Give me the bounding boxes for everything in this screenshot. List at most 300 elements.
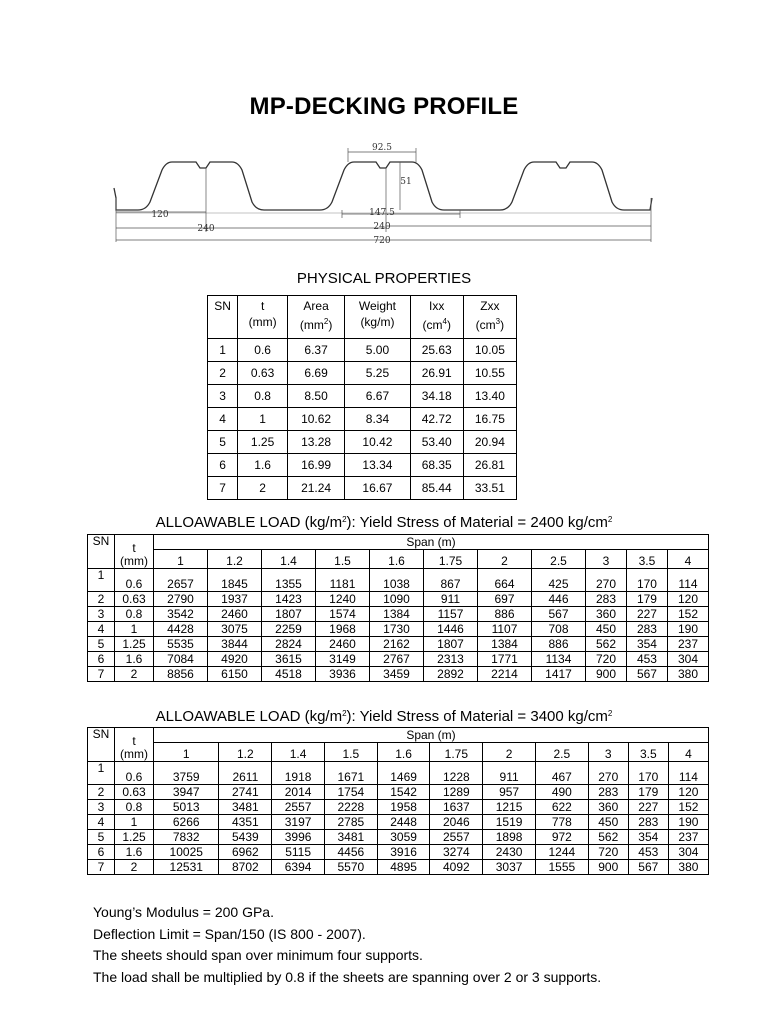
table-cell: 2228 [324,800,377,815]
table-cell: 3 [88,607,115,622]
table-row [88,652,709,667]
table-cell: 2313 [424,652,478,667]
table-cell: 1807 [262,607,316,622]
col-ixx: Ixx $(cm^4)$ [410,296,463,339]
table-cell: 867 [424,569,478,592]
span-header-cell: 2 [478,550,532,569]
span-header-cell: 1.6 [370,550,424,569]
table-cell: 720 [586,652,627,667]
table-cell: 2557 [272,800,325,815]
dim-pitch-left: 240 [197,224,215,234]
table-cell: 6962 [219,845,272,860]
table-cell: 2824 [262,637,316,652]
table-cell: 152 [668,800,708,815]
table-cell: 5.00 [345,339,410,362]
table-cell: 1469 [377,762,430,785]
table-cell: 33.51 [463,477,516,500]
physical-properties-title: PHYSICAL PROPERTIES [296,270,472,287]
table-cell: 886 [532,637,586,652]
table-cell: 1.25 [238,431,288,454]
table-cell: 562 [586,637,627,652]
table-cell: 5115 [272,845,325,860]
table-row [208,339,517,362]
table-cell: 3037 [483,860,536,875]
table-cell: 886 [478,607,532,622]
table-cell: 0.8 [238,385,288,408]
table-cell: 1289 [430,785,483,800]
table-cell: 1107 [478,622,532,637]
col-weight: Weight (kg/m) [345,296,410,339]
table-cell: 1423 [262,592,316,607]
table-cell: 467 [535,762,588,785]
table-row [88,815,709,830]
table-cell: 1918 [272,762,325,785]
table-cell: 304 [667,652,708,667]
table-cell: 446 [532,592,586,607]
table-row [88,569,709,592]
span-header-cell: 1 [154,743,219,762]
table-cell: 1228 [430,762,483,785]
span-header-cell: 1.5 [316,550,370,569]
table-cell: 354 [628,830,668,845]
table-cell: 8702 [219,860,272,875]
table-cell: 16.67 [345,477,410,500]
table-cell: 4456 [324,845,377,860]
dim-pitch-right: 240 [373,222,391,232]
table-cell: 3759 [154,762,219,785]
table-cell: 0.6 [115,569,154,592]
table-row [208,431,517,454]
table-cell: 170 [628,762,668,785]
table-cell: 1671 [324,762,377,785]
table-cell: 4895 [377,860,430,875]
dim-top-width: 92.5 [371,143,393,153]
table-cell: 567 [626,667,667,682]
table-row [208,385,517,408]
dim-depth: 51 [400,177,412,187]
span-header-cell: 4 [668,743,708,762]
table-cell: 4920 [208,652,262,667]
profile-outline [114,162,652,210]
table-cell: 425 [532,569,586,592]
table-cell: 1 [88,762,115,785]
table-cell: 1771 [478,652,532,667]
table-cell: 237 [667,637,708,652]
span-header-cell: 1.5 [324,743,377,762]
table-cell: 450 [588,815,628,830]
table-cell: 21.24 [287,477,344,500]
table-cell: 1355 [262,569,316,592]
span-header-cell: 1.4 [272,743,325,762]
table-cell: 4428 [154,622,208,637]
table-cell: 957 [483,785,536,800]
table-cell: 2448 [377,815,430,830]
table-cell: 697 [478,592,532,607]
table-cell: 3481 [324,830,377,845]
table-cell: 1542 [377,785,430,800]
table-cell: 1.25 [115,637,154,652]
table-cell: 0.63 [238,362,288,385]
col-t: t (mm) [115,535,154,569]
table-cell: 2 [88,592,115,607]
table-cell: 622 [535,800,588,815]
table-cell: 1038 [370,569,424,592]
table-row [208,408,517,431]
table-cell: 708 [532,622,586,637]
table-cell: 2046 [430,815,483,830]
table-cell: 1 [88,569,115,592]
table-cell: 2 [115,860,154,875]
col-sn: SN [88,535,115,569]
table-cell: 911 [424,592,478,607]
table-cell: 6394 [272,860,325,875]
table-cell: 6266 [154,815,219,830]
table-cell: 283 [586,592,627,607]
table-cell: 4351 [219,815,272,830]
table-cell: 4 [88,815,115,830]
table-cell: 0.6 [115,762,154,785]
table-cell: 8.34 [345,408,410,431]
table-row [88,800,709,815]
table-cell: 2014 [272,785,325,800]
table-cell: 170 [626,569,667,592]
col-t: t (mm) [115,728,154,762]
span-header-cell: 3.5 [628,743,668,762]
table-cell: 1.25 [115,830,154,845]
note-line: Deflection Limit = Span/150 (IS 800 - 2007). [93,925,366,942]
table-cell: 3996 [272,830,325,845]
load-table-2-title: ALLOAWABLE LOAD $(kg/m^2)$: Yield Stress of Material = 3400 $kg/cm^2$ [155,708,613,725]
dim-cover-width: 720 [373,236,391,246]
table-cell: 490 [535,785,588,800]
table-cell: 1637 [430,800,483,815]
col-sn: SN [208,296,238,339]
table-cell: 5 [88,830,115,845]
table-cell: 283 [628,815,668,830]
table-cell: 10.55 [463,362,516,385]
table-cell: 16.75 [463,408,516,431]
table-cell: 0.6 [238,339,288,362]
table-cell: 12531 [154,860,219,875]
table-cell: 6 [208,454,238,477]
table-cell: 1090 [370,592,424,607]
table-cell: 3615 [262,652,316,667]
table-cell: 380 [667,667,708,682]
table-cell: 25.63 [410,339,463,362]
table-cell: 10.42 [345,431,410,454]
table-row [88,637,709,652]
table-cell: 1 [115,815,154,830]
table-cell: 1215 [483,800,536,815]
table-cell: 2 [115,667,154,682]
table-cell: 114 [667,569,708,592]
table-cell: 0.63 [115,785,154,800]
table-cell: 227 [628,800,668,815]
table-cell: 1446 [424,622,478,637]
table-cell: 2741 [219,785,272,800]
table-cell: 1384 [478,637,532,652]
table-cell: 2162 [370,637,424,652]
table-cell: 2 [238,477,288,500]
span-header-cell: 3 [586,550,627,569]
table-cell: 2790 [154,592,208,607]
table-cell: 3059 [377,830,430,845]
table-cell: 2 [208,362,238,385]
table-cell: 68.35 [410,454,463,477]
span-header-cell: 1.6 [377,743,430,762]
table-cell: 3149 [316,652,370,667]
table-cell: 3916 [377,845,430,860]
col-t: t (mm) [238,296,288,339]
table-cell: 562 [588,830,628,845]
table-cell: 4518 [262,667,316,682]
table-row [208,362,517,385]
table-cell: 5 [88,637,115,652]
table-cell: 1 [115,622,154,637]
table-cell: 6 [88,845,115,860]
load-table-1 [87,534,709,682]
table-cell: 1417 [532,667,586,682]
table-cell: 6 [88,652,115,667]
table-cell: 26.91 [410,362,463,385]
table-cell: 3947 [154,785,219,800]
note-line: The load shall be multiplied by 0.8 if the sheets are spanning over 2 or 3 supports. [93,968,602,985]
span-header-cell: 2 [483,743,536,762]
table-cell: 1807 [424,637,478,652]
table-cell: 3 [208,385,238,408]
table-cell: 85.44 [410,477,463,500]
table-cell: 354 [626,637,667,652]
table-cell: 972 [535,830,588,845]
table-cell: 26.81 [463,454,516,477]
table-cell: 7084 [154,652,208,667]
table-cell: 1574 [316,607,370,622]
table-cell: 5439 [219,830,272,845]
table-cell: 6.67 [345,385,410,408]
table-row [88,667,709,682]
table-row [88,592,709,607]
table-cell: 5570 [324,860,377,875]
table-cell: 3542 [154,607,208,622]
table-cell: 2460 [316,637,370,652]
table-cell: 1134 [532,652,586,667]
table-row [88,762,709,785]
table-cell: 1937 [208,592,262,607]
table-cell: 5013 [154,800,219,815]
table-cell: 900 [588,860,628,875]
table-cell: 179 [626,592,667,607]
table-cell: 3459 [370,667,424,682]
table-cell: 1898 [483,830,536,845]
table-cell: 283 [588,785,628,800]
table-cell: 664 [478,569,532,592]
table-cell: 2259 [262,622,316,637]
table-cell: 3075 [208,622,262,637]
table-cell: 2 [88,785,115,800]
col-zxx: Zxx $(cm^3)$ [463,296,516,339]
table-cell: 2557 [430,830,483,845]
table-cell: 283 [626,622,667,637]
note-line: Young’s Modulus = 200 GPa. [93,904,274,920]
table-cell: 1244 [535,845,588,860]
table-cell: 1958 [377,800,430,815]
table-cell: 8856 [154,667,208,682]
table-cell: 10.62 [287,408,344,431]
table-cell: 453 [628,845,668,860]
table-cell: 1730 [370,622,424,637]
table-cell: 4092 [430,860,483,875]
span-header-cell: 1.2 [208,550,262,569]
span-header-cell: 4 [667,550,708,569]
table-cell: 567 [532,607,586,622]
table-cell: 10.05 [463,339,516,362]
table-cell: 911 [483,762,536,785]
table-cell: 2214 [478,667,532,682]
table-cell: 2430 [483,845,536,860]
span-header-cell: 3.5 [626,550,667,569]
table-cell: 34.18 [410,385,463,408]
col-sn: SN [88,728,115,762]
table-cell: 3844 [208,637,262,652]
table-cell: 42.72 [410,408,463,431]
table-cell: 2892 [424,667,478,682]
table-cell: 7 [88,667,115,682]
table-cell: 1157 [424,607,478,622]
table-cell: 900 [586,667,627,682]
table-cell: 1.6 [115,845,154,860]
table-cell: 1240 [316,592,370,607]
table-cell: 0.8 [115,607,154,622]
table-row [208,454,517,477]
table-cell: 1.6 [115,652,154,667]
table-cell: 453 [626,652,667,667]
table-cell: 179 [628,785,668,800]
dim-half-pitch: 120 [151,210,169,220]
table-cell: 13.28 [287,431,344,454]
table-cell: 6.69 [287,362,344,385]
table-cell: 5.25 [345,362,410,385]
table-cell: 7 [88,860,115,875]
table-cell: 1845 [208,569,262,592]
table-cell: 227 [626,607,667,622]
table-cell: 3274 [430,845,483,860]
table-row [88,622,709,637]
table-cell: 1519 [483,815,536,830]
load-table-2 [87,727,709,875]
table-row [88,845,709,860]
table-cell: 20.94 [463,431,516,454]
table-cell: 778 [535,815,588,830]
table-cell: 0.8 [115,800,154,815]
table-cell: 16.99 [287,454,344,477]
load-table-1-title: ALLOAWABLE LOAD $(kg/m^2)$: Yield Stress of Material = 2400 $kg/cm^2$ [155,514,613,531]
table-row [88,860,709,875]
table-cell: 450 [586,622,627,637]
table-cell: 237 [668,830,708,845]
col-area: Area $(mm^2)$ [287,296,344,339]
table-cell: 6.37 [287,339,344,362]
table-cell: 2611 [219,762,272,785]
table-cell: 3481 [219,800,272,815]
table-cell: 120 [668,785,708,800]
span-header-cell: 1 [154,550,208,569]
table-cell: 1.6 [238,454,288,477]
table-cell: 567 [628,860,668,875]
table-cell: 1555 [535,860,588,875]
table-cell: 360 [586,607,627,622]
table-cell: 3 [88,800,115,815]
table-cell: 190 [667,622,708,637]
col-span-header: Span (m) [154,535,709,550]
table-cell: 1181 [316,569,370,592]
table-cell: 4 [88,622,115,637]
decking-profile-drawing [110,140,670,270]
table-cell: 8.50 [287,385,344,408]
table-cell: 3197 [272,815,325,830]
table-cell: 6150 [208,667,262,682]
span-header-cell: 1.75 [424,550,478,569]
table-cell: 2657 [154,569,208,592]
table-cell: 1754 [324,785,377,800]
table-cell: 270 [586,569,627,592]
table-cell: 2767 [370,652,424,667]
table-cell: 2785 [324,815,377,830]
table-cell: 7 [208,477,238,500]
table-cell: 1384 [370,607,424,622]
table-cell: 304 [668,845,708,860]
table-row [88,785,709,800]
table-cell: 10025 [154,845,219,860]
table-cell: 4 [208,408,238,431]
table-cell: 53.40 [410,431,463,454]
table-cell: 720 [588,845,628,860]
table-row [88,607,709,622]
table-cell: 360 [588,800,628,815]
table-cell: 0.63 [115,592,154,607]
span-header-cell: 1.4 [262,550,316,569]
table-cell: 1968 [316,622,370,637]
table-cell: 1 [208,339,238,362]
span-header-cell: 2.5 [535,743,588,762]
table-cell: 270 [588,762,628,785]
table-cell: 120 [667,592,708,607]
table-cell: 13.40 [463,385,516,408]
span-header-cell: 1.75 [430,743,483,762]
table-cell: 114 [668,762,708,785]
table-cell: 380 [668,860,708,875]
notes [93,902,601,988]
table-cell: 2460 [208,607,262,622]
span-header-cell: 1.2 [219,743,272,762]
table-cell: 1 [238,408,288,431]
dim-bottom-pitch: 147.5 [369,208,395,218]
table-cell: 190 [668,815,708,830]
span-header-cell: 3 [588,743,628,762]
table-cell: 3936 [316,667,370,682]
table-cell: 152 [667,607,708,622]
span-header-cell: 2.5 [532,550,586,569]
table-cell: 5535 [154,637,208,652]
table-row [208,477,517,500]
table-cell: 5 [208,431,238,454]
note-line: The sheets should span over minimum four supports. [93,947,423,963]
table-row [88,830,709,845]
table-cell: 7832 [154,830,219,845]
col-span-header: Span (m) [154,728,709,743]
physical-properties-table [207,295,517,500]
page-title: MP-DECKING PROFILE [249,93,519,120]
table-cell: 13.34 [345,454,410,477]
